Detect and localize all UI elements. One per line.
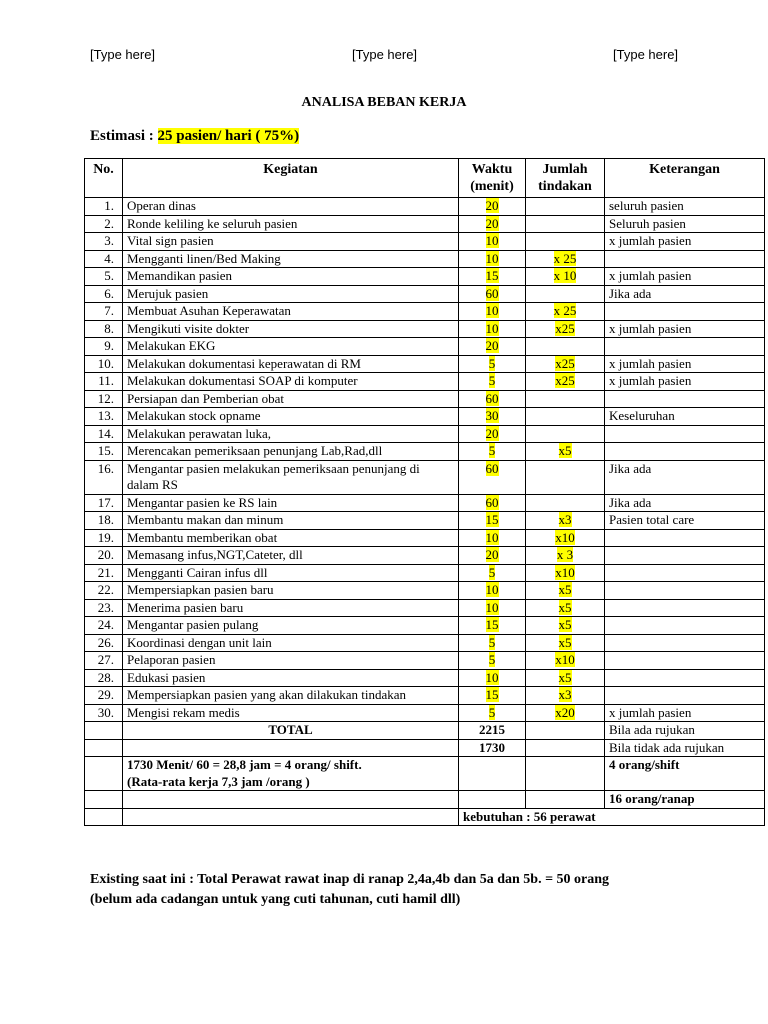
row-number: 23. bbox=[85, 599, 123, 617]
row-waktu bbox=[459, 285, 526, 303]
table-row bbox=[85, 547, 765, 565]
row-number: 9. bbox=[85, 338, 123, 356]
row-jumlah-value: x3 bbox=[558, 687, 572, 702]
row-number: 4. bbox=[85, 250, 123, 268]
col-header-waktu: Waktu (menit) bbox=[459, 159, 526, 198]
document-title: ANALISA BEBAN KERJA bbox=[301, 95, 467, 110]
row-keterangan: Jika ada bbox=[605, 285, 765, 303]
row-jumlah bbox=[526, 443, 605, 461]
table-row bbox=[85, 408, 765, 426]
calc-line-2: (Rata-rata kerja 7,3 jam /orang ) bbox=[127, 773, 310, 789]
ranap-row bbox=[85, 791, 765, 809]
row-jumlah bbox=[526, 425, 605, 443]
row-jumlah bbox=[526, 355, 605, 373]
table-row bbox=[85, 320, 765, 338]
row-waktu-value: 5 bbox=[488, 652, 496, 667]
table-row bbox=[85, 355, 765, 373]
col-header-keterangan: Keterangan bbox=[605, 159, 765, 198]
total-row-1 bbox=[85, 722, 765, 740]
row-number: 30. bbox=[85, 704, 123, 722]
row-keterangan bbox=[605, 564, 765, 582]
row-kegiatan: Memandikan pasien bbox=[123, 268, 459, 286]
row-number: 18. bbox=[85, 512, 123, 530]
col-header-jumlah: Jumlah tindakan bbox=[526, 159, 605, 198]
row-waktu bbox=[459, 303, 526, 321]
row-keterangan: Pasien total care bbox=[605, 512, 765, 530]
row-jumlah-value: x 25 bbox=[553, 303, 577, 318]
row-kegiatan: Merencakan pemeriksaan penunjang Lab,Rad,dll bbox=[123, 443, 459, 461]
row-jumlah-value: x5 bbox=[558, 617, 572, 632]
row-waktu bbox=[459, 582, 526, 600]
row-jumlah bbox=[526, 599, 605, 617]
calc-row bbox=[85, 757, 765, 791]
row-waktu-value: 15 bbox=[485, 512, 499, 527]
row-kegiatan: Mengganti linen/Bed Making bbox=[123, 250, 459, 268]
table-row bbox=[85, 512, 765, 530]
row-waktu-value: 10 bbox=[485, 303, 499, 318]
row-number: 26. bbox=[85, 634, 123, 652]
row-number: 10. bbox=[85, 355, 123, 373]
row-waktu-value: 10 bbox=[485, 233, 499, 248]
row-jumlah-value: x25 bbox=[555, 355, 575, 371]
row-waktu bbox=[459, 390, 526, 408]
total-label: TOTAL bbox=[123, 722, 459, 740]
row-waktu-value: 15 bbox=[485, 687, 499, 702]
table-body bbox=[85, 198, 765, 722]
row-waktu-value: 10 bbox=[485, 250, 499, 266]
row-keterangan: x jumlah pasien bbox=[605, 320, 765, 338]
row-number: 21. bbox=[85, 564, 123, 582]
col-header-no: No. bbox=[85, 159, 123, 198]
row-jumlah-value: x5 bbox=[558, 669, 572, 685]
row-waktu-value: 60 bbox=[485, 494, 499, 510]
row-jumlah bbox=[526, 198, 605, 216]
row-keterangan: x jumlah pasien bbox=[605, 704, 765, 722]
row-number: 8. bbox=[85, 320, 123, 338]
row-waktu-value: 10 bbox=[485, 529, 499, 545]
row-keterangan bbox=[605, 425, 765, 443]
table-row bbox=[85, 582, 765, 600]
calc-line-1: 1730 Menit/ 60 = 28,8 jam = 4 orang/ shift. bbox=[127, 757, 362, 772]
row-kegiatan: Mengantar pasien melakukan pemeriksaan penunjang di dalam RS bbox=[123, 460, 459, 494]
row-waktu-value: 60 bbox=[485, 460, 499, 476]
row-number: 3. bbox=[85, 233, 123, 251]
row-jumlah bbox=[526, 564, 605, 582]
row-waktu bbox=[459, 704, 526, 722]
row-kegiatan: Mempersiapkan pasien baru bbox=[123, 582, 459, 600]
col-header-kegiatan: Kegiatan bbox=[123, 159, 459, 198]
table-row bbox=[85, 687, 765, 705]
row-kegiatan: Membuat Asuhan Keperawatan bbox=[123, 303, 459, 321]
row-keterangan: x jumlah pasien bbox=[605, 355, 765, 373]
row-number: 13. bbox=[85, 408, 123, 426]
row-kegiatan: Koordinasi dengan unit lain bbox=[123, 634, 459, 652]
row-waktu bbox=[459, 320, 526, 338]
row-number: 20. bbox=[85, 547, 123, 565]
row-jumlah bbox=[526, 320, 605, 338]
row-jumlah-value: x10 bbox=[555, 652, 575, 667]
row-number: 7. bbox=[85, 303, 123, 321]
row-keterangan: Jika ada bbox=[605, 460, 765, 494]
table-row bbox=[85, 233, 765, 251]
row-waktu bbox=[459, 529, 526, 547]
row-jumlah bbox=[526, 634, 605, 652]
calc-ket: 4 orang/shift bbox=[605, 757, 765, 791]
row-number: 28. bbox=[85, 669, 123, 687]
row-jumlah-value: x 10 bbox=[553, 268, 577, 283]
workload-table bbox=[84, 158, 765, 826]
row-waktu bbox=[459, 460, 526, 494]
total-value-1: 2215 bbox=[459, 722, 526, 740]
table-row bbox=[85, 250, 765, 268]
header-center: [Type here] bbox=[352, 47, 418, 62]
row-jumlah-value: x5 bbox=[558, 582, 572, 597]
row-keterangan bbox=[605, 547, 765, 565]
row-waktu-value: 15 bbox=[485, 268, 499, 283]
row-kegiatan: Melakukan perawatan luka, bbox=[123, 425, 459, 443]
total-ket-1: Bila ada rujukan bbox=[605, 722, 765, 740]
row-kegiatan: Mempersiapkan pasien yang akan dilakukan tindakan bbox=[123, 687, 459, 705]
row-number: 22. bbox=[85, 582, 123, 600]
row-jumlah bbox=[526, 512, 605, 530]
row-kegiatan: Melakukan EKG bbox=[123, 338, 459, 356]
row-waktu bbox=[459, 425, 526, 443]
row-jumlah bbox=[526, 285, 605, 303]
row-waktu bbox=[459, 373, 526, 391]
row-kegiatan: Membantu memberikan obat bbox=[123, 529, 459, 547]
row-kegiatan: Ronde keliling ke seluruh pasien bbox=[123, 215, 459, 233]
table-row bbox=[85, 303, 765, 321]
table-row bbox=[85, 373, 765, 391]
row-keterangan bbox=[605, 529, 765, 547]
row-waktu-value: 20 bbox=[485, 198, 499, 213]
row-kegiatan: Mengantar pasien ke RS lain bbox=[123, 494, 459, 512]
row-number: 6. bbox=[85, 285, 123, 303]
row-waktu-value: 5 bbox=[488, 373, 496, 388]
row-kegiatan: Operan dinas bbox=[123, 198, 459, 216]
footer-line-2: (belum ada cadangan untuk yang cuti tahunan, cuti hamil dll) bbox=[90, 892, 461, 907]
row-waktu-value: 30 bbox=[485, 408, 499, 423]
row-jumlah bbox=[526, 268, 605, 286]
row-number: 12. bbox=[85, 390, 123, 408]
row-jumlah-value: x25 bbox=[555, 320, 575, 336]
row-keterangan: Jika ada bbox=[605, 494, 765, 512]
row-waktu bbox=[459, 512, 526, 530]
row-keterangan: x jumlah pasien bbox=[605, 373, 765, 391]
row-kegiatan: Melakukan dokumentasi SOAP di komputer bbox=[123, 373, 459, 391]
row-jumlah bbox=[526, 494, 605, 512]
row-kegiatan: Persiapan dan Pemberian obat bbox=[123, 390, 459, 408]
row-number: 5. bbox=[85, 268, 123, 286]
row-waktu-value: 20 bbox=[485, 338, 499, 353]
row-jumlah-value: x 3 bbox=[556, 547, 574, 562]
row-jumlah-value: x5 bbox=[558, 634, 572, 650]
row-kegiatan: Merujuk pasien bbox=[123, 285, 459, 303]
row-jumlah bbox=[526, 250, 605, 268]
row-jumlah bbox=[526, 547, 605, 565]
estimasi-line bbox=[90, 128, 299, 145]
row-jumlah-value: x5 bbox=[558, 599, 572, 615]
table-row bbox=[85, 529, 765, 547]
row-waktu bbox=[459, 669, 526, 687]
row-waktu bbox=[459, 652, 526, 670]
row-waktu bbox=[459, 494, 526, 512]
row-keterangan bbox=[605, 338, 765, 356]
row-waktu-value: 5 bbox=[488, 443, 496, 458]
row-jumlah-value: x5 bbox=[558, 443, 572, 458]
row-kegiatan: Vital sign pasien bbox=[123, 233, 459, 251]
row-kegiatan: Mengisi rekam medis bbox=[123, 704, 459, 722]
estimasi-label: Estimasi : bbox=[90, 128, 158, 144]
kebutuhan-value: kebutuhan : 56 perawat bbox=[459, 808, 765, 826]
table-row bbox=[85, 564, 765, 582]
row-jumlah bbox=[526, 529, 605, 547]
table-row bbox=[85, 460, 765, 494]
row-keterangan bbox=[605, 250, 765, 268]
row-number: 2. bbox=[85, 215, 123, 233]
row-waktu-value: 10 bbox=[485, 320, 499, 336]
row-number: 17. bbox=[85, 494, 123, 512]
total-value-2: 1730 bbox=[459, 739, 526, 757]
row-waktu bbox=[459, 338, 526, 356]
row-keterangan: Seluruh pasien bbox=[605, 215, 765, 233]
header-left: [Type here] bbox=[90, 47, 156, 62]
row-jumlah bbox=[526, 338, 605, 356]
row-kegiatan: Melakukan stock opname bbox=[123, 408, 459, 426]
row-number: 16. bbox=[85, 460, 123, 494]
row-jumlah bbox=[526, 704, 605, 722]
row-jumlah bbox=[526, 408, 605, 426]
row-waktu-value: 5 bbox=[488, 704, 496, 720]
row-keterangan bbox=[605, 687, 765, 705]
table-row bbox=[85, 652, 765, 670]
row-keterangan bbox=[605, 443, 765, 461]
row-waktu-value: 20 bbox=[485, 425, 499, 441]
table-row bbox=[85, 390, 765, 408]
total-row-2 bbox=[85, 739, 765, 757]
row-jumlah-value: x25 bbox=[555, 373, 575, 388]
row-waktu-value: 10 bbox=[485, 582, 499, 597]
row-keterangan bbox=[605, 599, 765, 617]
table-row bbox=[85, 198, 765, 216]
table-row bbox=[85, 268, 765, 286]
row-keterangan: seluruh pasien bbox=[605, 198, 765, 216]
row-waktu-value: 60 bbox=[485, 390, 499, 406]
row-kegiatan: Melakukan dokumentasi keperawatan di RM bbox=[123, 355, 459, 373]
row-kegiatan: Mengantar pasien pulang bbox=[123, 617, 459, 635]
row-waktu bbox=[459, 233, 526, 251]
row-keterangan: x jumlah pasien bbox=[605, 233, 765, 251]
row-waktu bbox=[459, 443, 526, 461]
row-waktu-value: 5 bbox=[488, 634, 496, 650]
row-jumlah bbox=[526, 460, 605, 494]
footer-line-1: Existing saat ini : Total Perawat rawat inap di ranap 2,4a,4b dan 5a dan 5b. = 50 orang bbox=[90, 872, 610, 887]
row-keterangan bbox=[605, 669, 765, 687]
table-row bbox=[85, 704, 765, 722]
row-number: 29. bbox=[85, 687, 123, 705]
row-keterangan bbox=[605, 634, 765, 652]
table-row bbox=[85, 285, 765, 303]
header-right: [Type here] bbox=[613, 47, 679, 62]
row-keterangan bbox=[605, 617, 765, 635]
row-kegiatan: Edukasi pasien bbox=[123, 669, 459, 687]
row-jumlah-value: x10 bbox=[555, 564, 575, 580]
row-kegiatan: Memasang infus,NGT,Cateter, dll bbox=[123, 547, 459, 565]
row-jumlah bbox=[526, 373, 605, 391]
row-keterangan bbox=[605, 303, 765, 321]
table-row bbox=[85, 669, 765, 687]
row-waktu bbox=[459, 250, 526, 268]
calc-text bbox=[123, 757, 459, 791]
row-number: 27. bbox=[85, 652, 123, 670]
row-kegiatan: Mengganti Cairan infus dll bbox=[123, 564, 459, 582]
row-waktu-value: 60 bbox=[485, 285, 499, 301]
row-waktu bbox=[459, 547, 526, 565]
table-header-row bbox=[85, 159, 765, 198]
row-number: 24. bbox=[85, 617, 123, 635]
table-row bbox=[85, 617, 765, 635]
row-waktu bbox=[459, 599, 526, 617]
total-ket-2: Bila tidak ada rujukan bbox=[605, 739, 765, 757]
kebutuhan-row bbox=[85, 808, 765, 826]
row-kegiatan: Menerima pasien baru bbox=[123, 599, 459, 617]
row-jumlah bbox=[526, 687, 605, 705]
row-kegiatan: Membantu makan dan minum bbox=[123, 512, 459, 530]
table-row bbox=[85, 215, 765, 233]
row-jumlah bbox=[526, 669, 605, 687]
row-keterangan bbox=[605, 582, 765, 600]
row-kegiatan: Mengikuti visite dokter bbox=[123, 320, 459, 338]
row-jumlah bbox=[526, 582, 605, 600]
row-waktu bbox=[459, 268, 526, 286]
row-jumlah-value: x20 bbox=[555, 704, 575, 720]
row-jumlah bbox=[526, 652, 605, 670]
row-kegiatan: Pelaporan pasien bbox=[123, 652, 459, 670]
table-row bbox=[85, 634, 765, 652]
row-jumlah bbox=[526, 390, 605, 408]
row-waktu bbox=[459, 198, 526, 216]
table-row bbox=[85, 599, 765, 617]
table-row bbox=[85, 443, 765, 461]
row-waktu-value: 15 bbox=[485, 617, 499, 632]
estimasi-value: 25 pasien/ hari ( 75%) bbox=[157, 128, 300, 144]
row-keterangan: Keseluruhan bbox=[605, 408, 765, 426]
row-waktu-value: 5 bbox=[488, 564, 496, 580]
row-waktu-value: 5 bbox=[488, 355, 496, 371]
ranap-value: 16 orang/ranap bbox=[605, 791, 765, 809]
row-jumlah bbox=[526, 617, 605, 635]
row-waktu-value: 20 bbox=[485, 215, 499, 231]
row-number: 19. bbox=[85, 529, 123, 547]
row-waktu bbox=[459, 564, 526, 582]
row-jumlah bbox=[526, 233, 605, 251]
row-waktu-value: 20 bbox=[485, 547, 499, 562]
table-row bbox=[85, 425, 765, 443]
row-waktu-value: 10 bbox=[485, 599, 499, 615]
row-jumlah-value: x 25 bbox=[553, 250, 577, 266]
table-row bbox=[85, 494, 765, 512]
row-number: 1. bbox=[85, 198, 123, 216]
row-waktu bbox=[459, 687, 526, 705]
row-jumlah bbox=[526, 215, 605, 233]
row-waktu bbox=[459, 355, 526, 373]
row-keterangan bbox=[605, 652, 765, 670]
row-keterangan: x jumlah pasien bbox=[605, 268, 765, 286]
row-number: 11. bbox=[85, 373, 123, 391]
row-jumlah bbox=[526, 303, 605, 321]
row-waktu bbox=[459, 634, 526, 652]
row-waktu-value: 10 bbox=[485, 669, 499, 685]
row-waktu bbox=[459, 408, 526, 426]
row-jumlah-value: x10 bbox=[555, 529, 575, 545]
row-waktu bbox=[459, 617, 526, 635]
row-waktu bbox=[459, 215, 526, 233]
row-jumlah-value: x3 bbox=[558, 512, 572, 527]
row-number: 14. bbox=[85, 425, 123, 443]
row-number: 15. bbox=[85, 443, 123, 461]
row-keterangan bbox=[605, 390, 765, 408]
table-row bbox=[85, 338, 765, 356]
